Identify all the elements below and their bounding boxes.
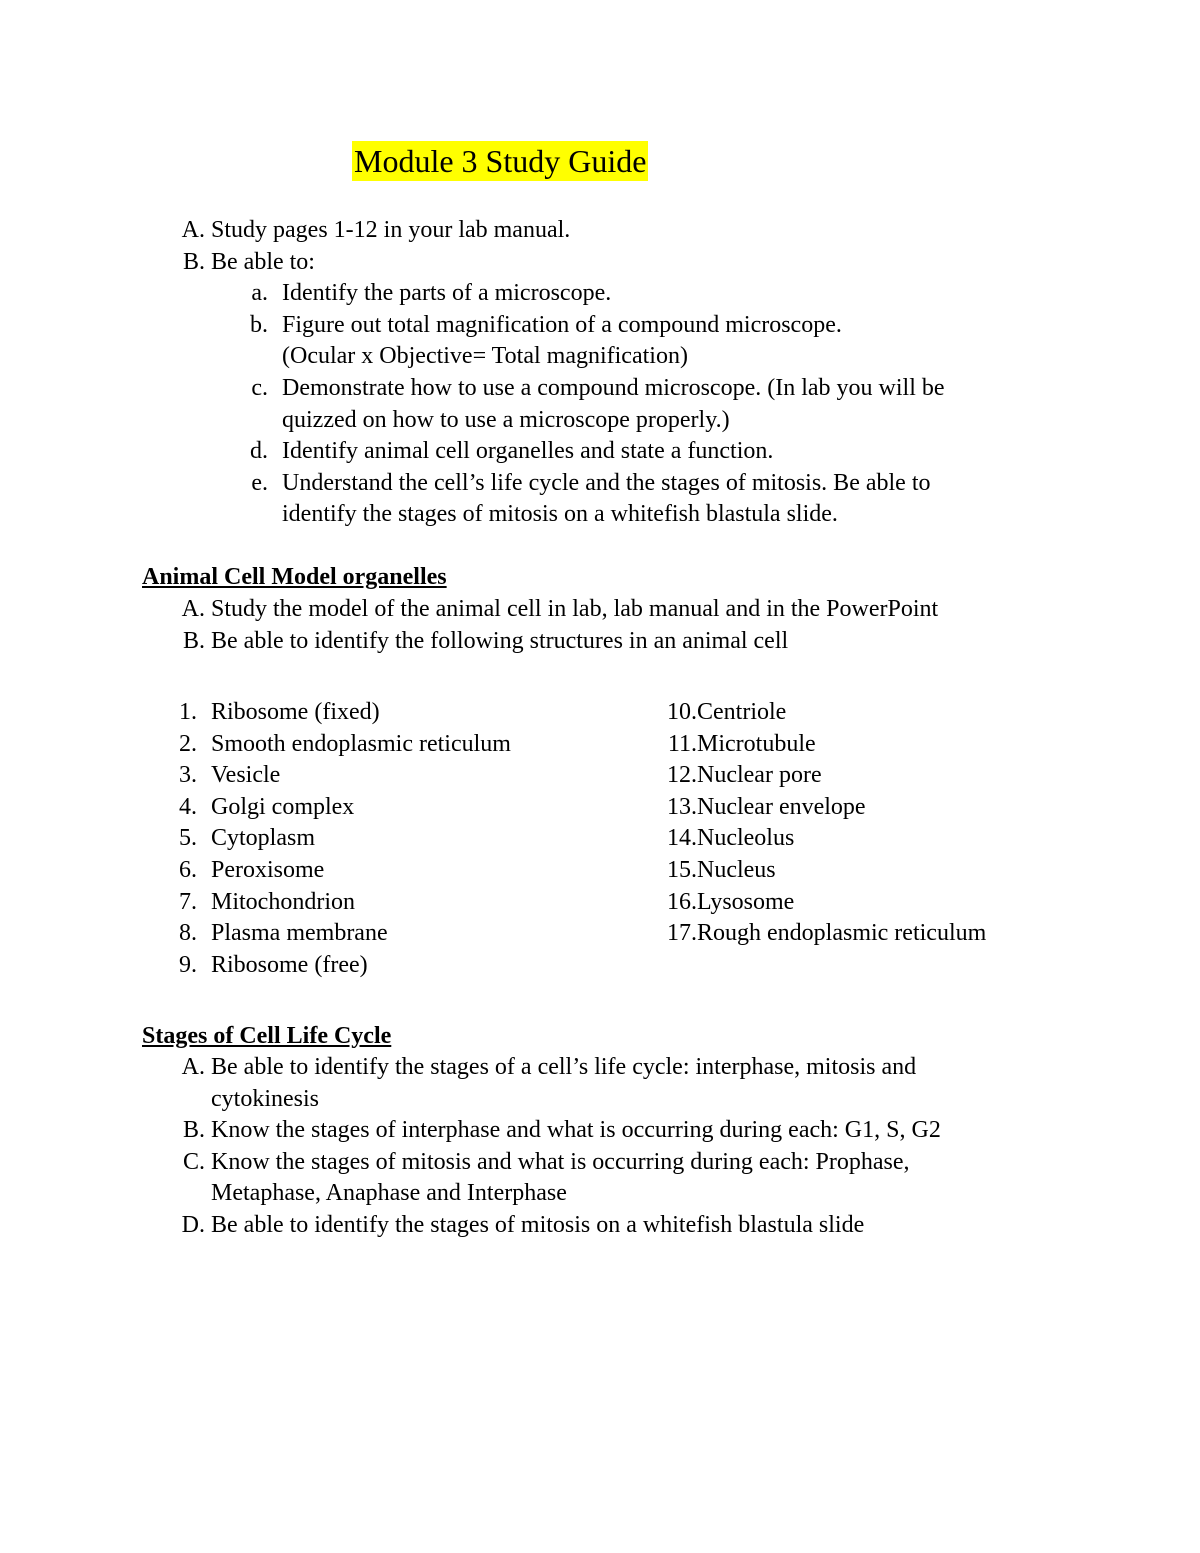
intro-subitem: identify the stages of mitosis on a whitefish blastula slide.: [282, 501, 838, 528]
organelle-item: Golgi complex: [211, 793, 355, 820]
intro-subitem: Figure out total magnification of a compound microscope.: [282, 311, 842, 338]
organelle-item: Ribosome (free): [211, 951, 368, 978]
organelle-item: Mitochondrion: [211, 888, 355, 915]
intro-subitem-marker: b.: [250, 311, 268, 338]
organelle-item: Peroxisome: [211, 857, 325, 883]
intro-subitem: quizzed on how to use a microscope properly.): [282, 406, 730, 433]
intro-subitem-marker: c.: [251, 375, 268, 401]
intro-subitem: (Ocular x Objective= Total magnification): [282, 343, 688, 370]
lifecycle-item-marker: B.: [182, 1117, 205, 1144]
organelle-item: Ribosome (fixed): [211, 699, 380, 725]
organelle-item-marker: 9.: [179, 951, 197, 978]
intro-item-marker: A.: [181, 217, 205, 243]
lifecycle-item: Be able to identify the stages of a cell’s life cycle: interphase, mitosis and: [211, 1054, 917, 1080]
section-heading-organelles: Animal Cell Model organelles: [142, 564, 447, 590]
organelles-instruction-marker: B.: [182, 627, 205, 654]
lifecycle-item: Know the stages of interphase and what is occurring during each: G1, S, G2: [211, 1117, 941, 1144]
intro-item: Be able to:: [211, 248, 315, 275]
organelle-item-marker: 13.: [667, 793, 697, 820]
organelle-item-marker: 4.: [179, 793, 197, 820]
organelle-item-marker: 8.: [179, 920, 197, 947]
organelle-item-marker: 1.: [179, 699, 197, 725]
organelle-item: Nucleolus: [697, 825, 795, 852]
intro-subitem: Demonstrate how to use a compound microscope. (In lab you will be: [282, 375, 945, 401]
page-title: Module 3 Study Guide: [354, 143, 647, 179]
lifecycle-item: cytokinesis: [211, 1085, 319, 1112]
lifecycle-item-marker: D.: [181, 1212, 205, 1238]
organelle-item: Lysosome: [697, 888, 795, 915]
organelle-item-marker: 2.: [179, 730, 197, 757]
organelle-item-marker: 11.: [667, 730, 697, 757]
lifecycle-item-marker: A.: [181, 1054, 205, 1080]
lifecycle-item: Be able to identify the stages of mitosis on a whitefish blastula slide: [211, 1212, 865, 1238]
organelle-item-marker: 12.: [667, 762, 697, 789]
organelle-item-marker: 17.: [667, 920, 697, 947]
intro-subitem-marker: e.: [251, 469, 268, 496]
organelle-item-marker: 7.: [179, 888, 197, 915]
organelle-item: Nuclear pore: [697, 762, 822, 789]
organelles-instruction: Be able to identify the following structures in an animal cell: [211, 627, 789, 654]
organelles-instruction: Study the model of the animal cell in lab, lab manual and in the PowerPoint: [211, 596, 939, 622]
intro-subitem-marker: d.: [250, 438, 268, 465]
organelle-item-marker: 16.: [667, 888, 697, 915]
organelle-item: Smooth endoplasmic reticulum: [211, 730, 511, 757]
intro-subitem: Understand the cell’s life cycle and the stages of mitosis. Be able to: [282, 469, 931, 496]
organelle-item: Nucleus: [697, 857, 776, 883]
organelle-item: Plasma membrane: [211, 920, 388, 947]
lifecycle-item: Know the stages of mitosis and what is occurring during each: Prophase,: [211, 1148, 910, 1175]
lifecycle-item: Metaphase, Anaphase and Interphase: [211, 1180, 567, 1207]
organelle-item: Nuclear envelope: [697, 793, 866, 820]
intro-item-marker: B.: [182, 248, 205, 275]
intro-subitem: Identify the parts of a microscope.: [282, 280, 612, 307]
organelle-item: Vesicle: [211, 762, 281, 789]
organelle-item-marker: 5.: [179, 825, 197, 852]
intro-item: Study pages 1-12 in your lab manual.: [211, 217, 571, 243]
intro-subitem-marker: a.: [251, 280, 268, 307]
organelle-item: Rough endoplasmic reticulum: [697, 920, 987, 947]
organelle-item: Microtubule: [697, 730, 816, 757]
section-heading-lifecycle: Stages of Cell Life Cycle: [142, 1023, 392, 1049]
organelle-item: Centriole: [697, 699, 787, 725]
lifecycle-item-marker: C.: [182, 1148, 205, 1175]
organelle-item-marker: 3.: [179, 762, 197, 789]
organelle-item-marker: 15.: [667, 857, 697, 883]
organelle-item-marker: 14.: [667, 825, 697, 852]
organelle-item-marker: 6.: [179, 857, 197, 883]
organelles-instruction-marker: A.: [181, 596, 205, 622]
intro-subitem: Identify animal cell organelles and state a function.: [282, 438, 774, 465]
organelle-item-marker: 10.: [667, 699, 697, 725]
organelle-item: Cytoplasm: [211, 825, 316, 852]
